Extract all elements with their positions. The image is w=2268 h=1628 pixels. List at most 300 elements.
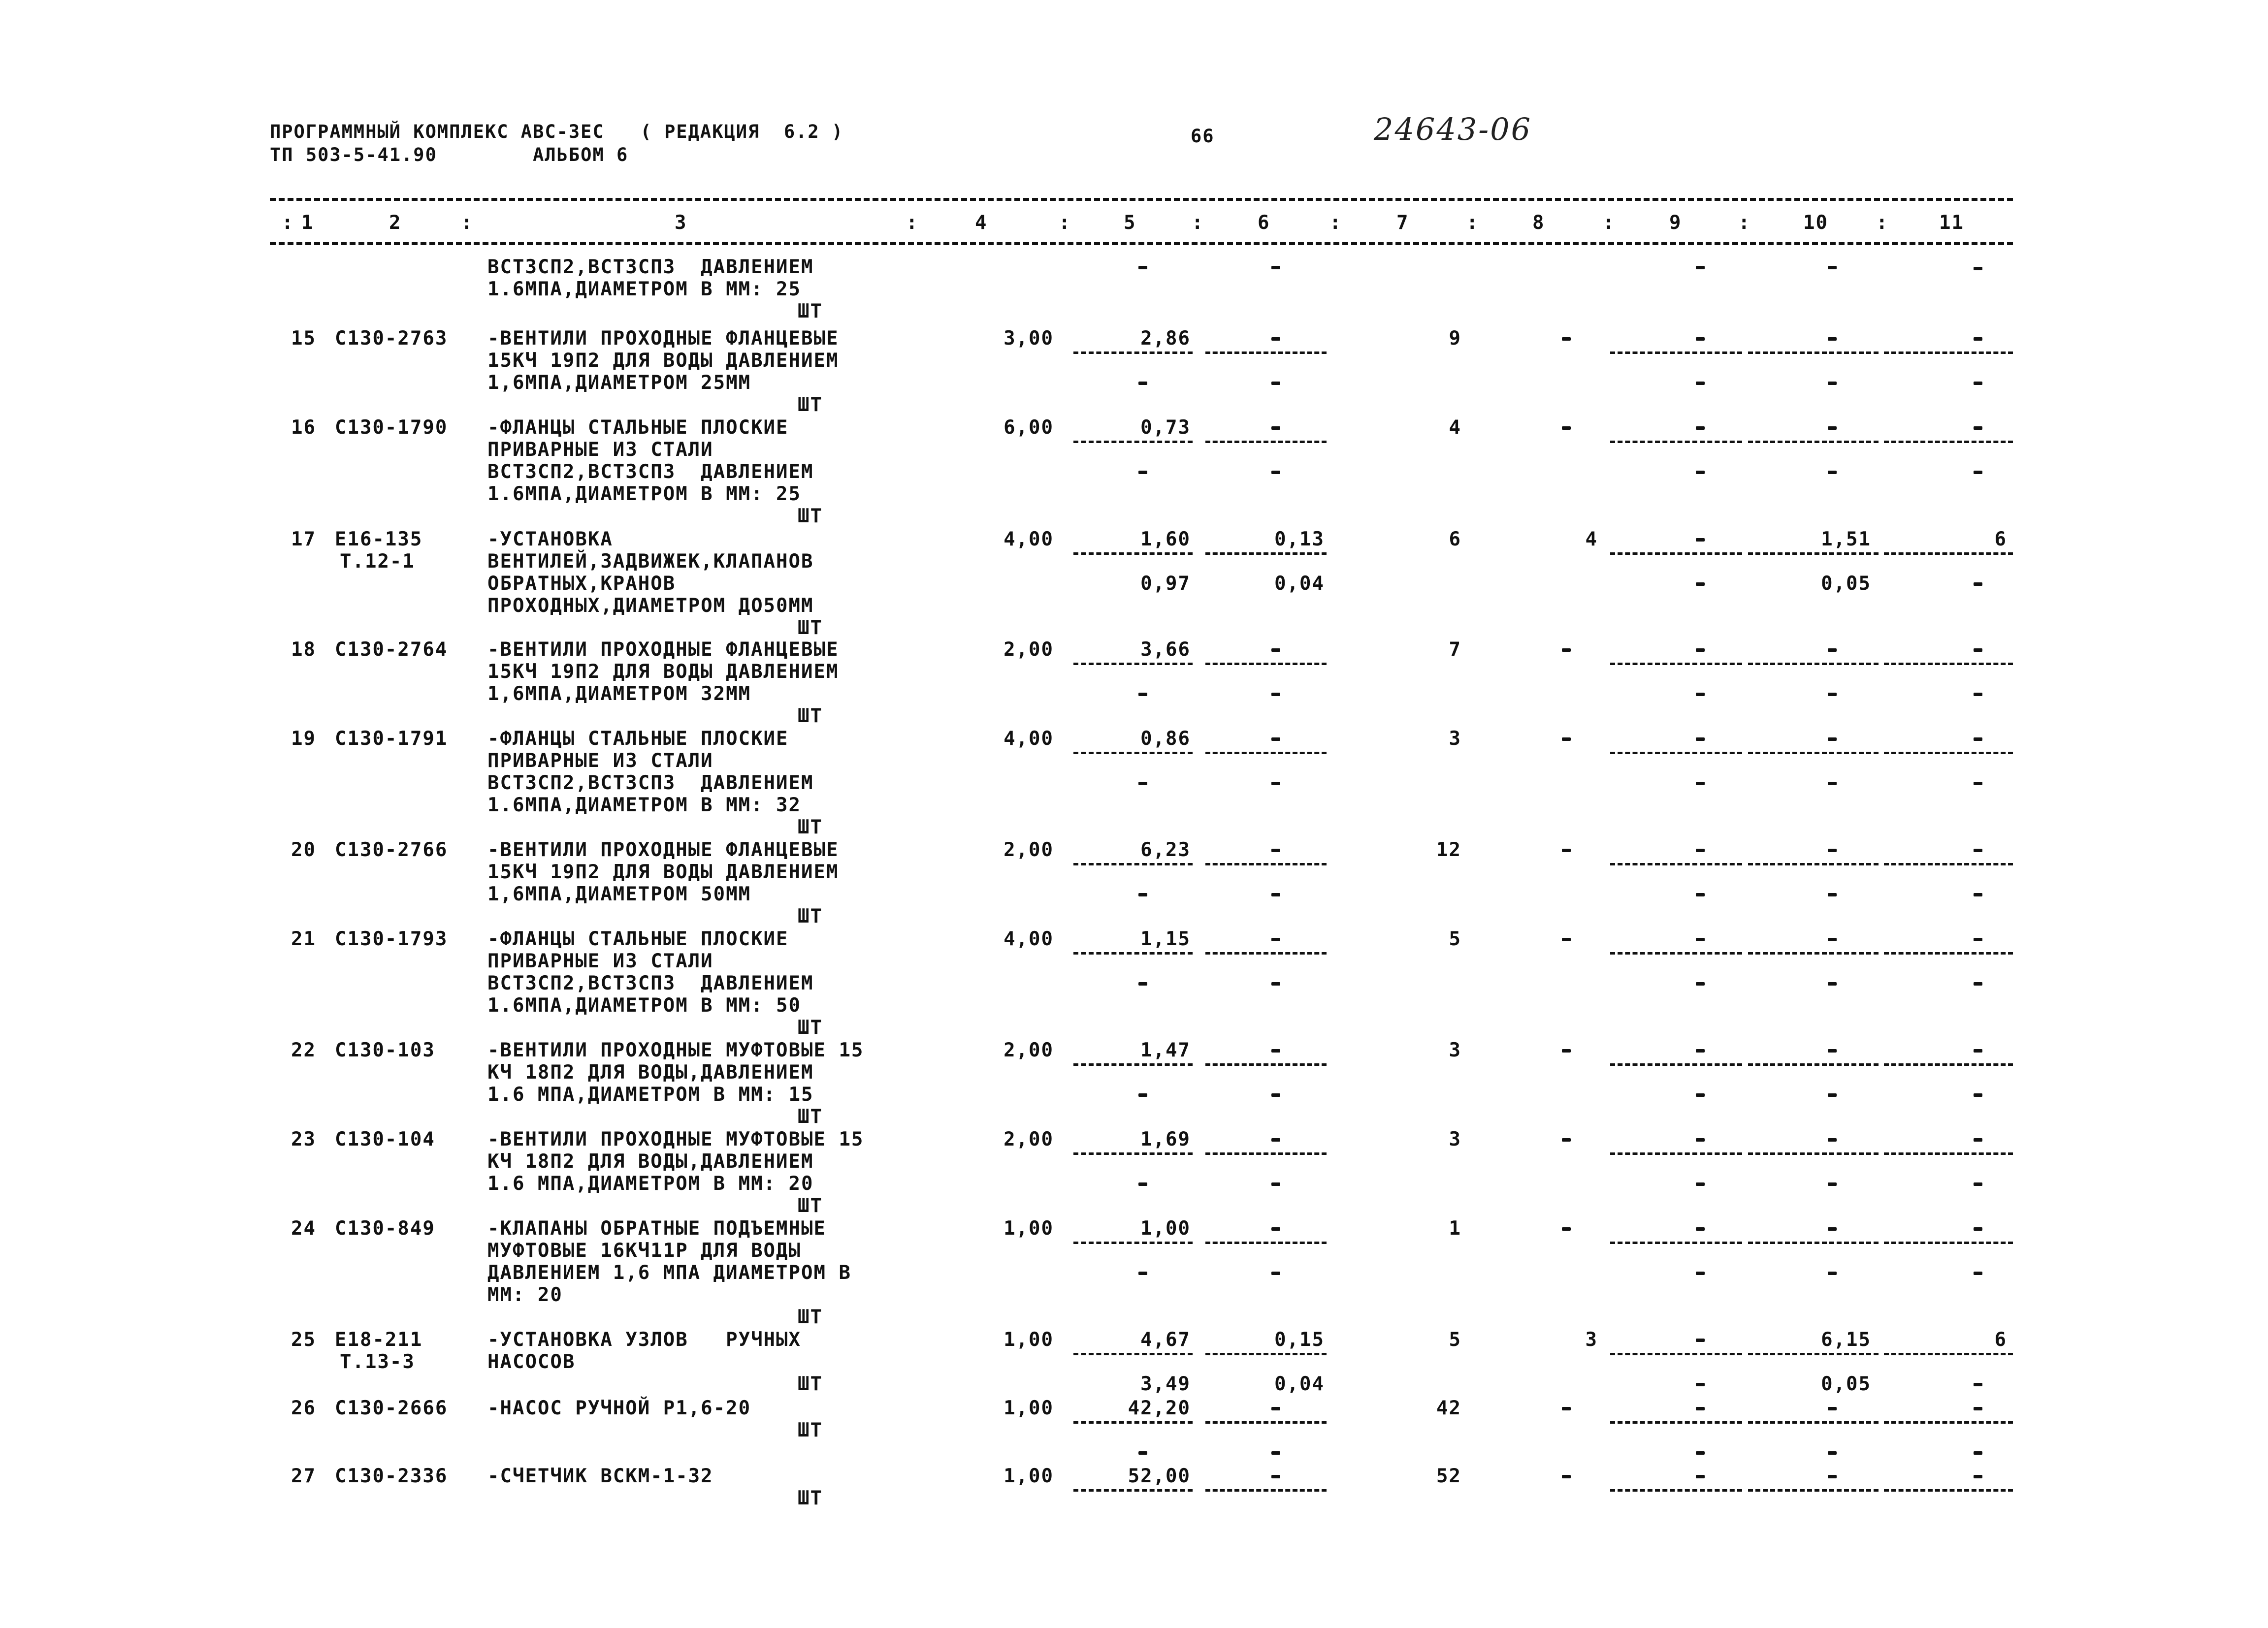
subtotal-separator <box>1748 1421 1879 1424</box>
unit: ШТ <box>798 505 823 527</box>
desc-line: КЧ 18П2 ДЛЯ ВОДЫ,ДАВЛЕНИЕМ <box>487 1150 814 1173</box>
empty-c11 <box>1974 1049 1982 1053</box>
dash-mark <box>1138 266 1147 269</box>
qty: 1,00 <box>1004 1397 1054 1419</box>
qty: 1,00 <box>1004 1217 1054 1240</box>
qty: 4,00 <box>1004 728 1054 750</box>
desc-line: -ФЛАНЦЫ СТАЛЬНЫЕ ПЛОСКИЕ <box>487 416 789 439</box>
empty-c10b <box>1828 693 1837 696</box>
empty-c10 <box>1828 648 1837 652</box>
subtotal-separator <box>1073 1242 1193 1244</box>
subtotal-separator <box>1748 1152 1879 1155</box>
c7: 3 <box>1449 728 1461 750</box>
desc-line: ВСТ3СП2,ВСТ3СП3 ДАВЛЕНИЕМ <box>487 256 814 278</box>
subtotal-separator <box>1884 1063 2013 1066</box>
desc-line: ОБРАТНЫХ,КРАНОВ <box>487 573 676 595</box>
empty-c8 <box>1562 737 1571 741</box>
empty-c10 <box>1828 737 1837 741</box>
desc-line: НАСОСОВ <box>487 1351 576 1373</box>
desc-line: 1,6МПА,ДИАМЕТРОМ 32ММ <box>487 683 751 705</box>
qty: 2,00 <box>1004 1128 1054 1150</box>
subtotal-separator <box>1205 1152 1327 1155</box>
desc-line: -ВЕНТИЛИ ПРОХОДНЫЕ МУФТОВЫЕ 15 <box>487 1128 864 1150</box>
col-4-header: 4 <box>975 212 988 234</box>
empty-c8 <box>1562 1227 1571 1231</box>
subtotal-separator <box>1748 441 1879 443</box>
empty-c10b <box>1828 1451 1837 1455</box>
subtotal-separator <box>1884 663 2013 665</box>
desc-line: ВСТ3СП2,ВСТ3СП3 ДАВЛЕНИЕМ <box>487 772 814 794</box>
program-title: ПРОГРАММНЫЙ КОМПЛЕКС АВС-3ЕС ( РЕДАКЦИЯ 6.2 ) <box>270 121 844 142</box>
empty-c10 <box>1828 938 1837 941</box>
qty: 6,00 <box>1004 416 1054 439</box>
subtotal-separator <box>1884 863 2013 865</box>
c7: 52 <box>1436 1465 1461 1487</box>
subtotal-separator <box>1610 752 1742 754</box>
c6b: 0,04 <box>1274 1373 1325 1395</box>
c5: 1,60 <box>1140 528 1191 550</box>
dash-mark <box>1828 266 1837 269</box>
desc-line: ВЕНТИЛЕЙ,ЗАДВИЖЕК,КЛАПАНОВ <box>487 550 814 573</box>
code: С130-2336 <box>335 1465 448 1487</box>
qty: 2,00 <box>1004 638 1054 661</box>
col-3-header: 3 <box>675 212 687 234</box>
unit: ШТ <box>798 905 823 927</box>
empty-c11 <box>1974 1138 1982 1142</box>
subtotal-separator <box>1073 1489 1193 1492</box>
empty-c10 <box>1828 1049 1837 1053</box>
subtotal-separator <box>1205 663 1327 665</box>
subtotal-separator <box>1073 1421 1193 1424</box>
empty-c6 <box>1271 1475 1280 1478</box>
empty-c11 <box>1974 1407 1982 1410</box>
subtotal-separator <box>1205 552 1327 555</box>
unit: ШТ <box>798 1487 823 1509</box>
desc-line: -ВЕНТИЛИ ПРОХОДНЫЕ ФЛАНЦЕВЫЕ <box>487 327 839 350</box>
empty-c11b <box>1974 1272 1982 1275</box>
num: 22 <box>291 1039 316 1061</box>
subtotal-separator <box>1073 1152 1193 1155</box>
empty-c11 <box>1974 737 1982 741</box>
qty: 3,00 <box>1004 327 1054 350</box>
empty-c10b <box>1828 1182 1837 1186</box>
c10b: 0,05 <box>1821 573 1871 595</box>
subtotal-separator <box>1610 1152 1742 1155</box>
empty-c11b <box>1974 582 1982 586</box>
empty-c6 <box>1271 938 1280 941</box>
empty-c8 <box>1562 1049 1571 1053</box>
unit: ШТ <box>798 617 823 639</box>
empty-c11b <box>1974 1182 1982 1186</box>
code: С130-103 <box>335 1039 435 1061</box>
empty-c5b <box>1138 1093 1147 1097</box>
empty-c6b <box>1271 893 1280 896</box>
subtotal-separator <box>1610 663 1742 665</box>
c5b: 3,49 <box>1140 1373 1191 1395</box>
qty: 4,00 <box>1004 928 1054 950</box>
desc-line: 1.6МПА,ДИАМЕТРОМ В ММ: 25 <box>487 483 801 505</box>
c5: 6,23 <box>1140 839 1191 861</box>
empty-c11b <box>1974 982 1982 986</box>
empty-c9b <box>1696 1182 1705 1186</box>
col-2-header: 2 <box>389 212 402 234</box>
c11: 6 <box>1994 1329 2007 1351</box>
qty: 2,00 <box>1004 1039 1054 1061</box>
empty-c10b <box>1828 1093 1837 1097</box>
col-6-header: 6 <box>1258 212 1270 234</box>
empty-c11b <box>1974 782 1982 785</box>
empty-c11 <box>1974 648 1982 652</box>
code: Е18-211 <box>335 1329 423 1351</box>
subtotal-separator <box>1610 1063 1742 1066</box>
empty-c6 <box>1271 337 1280 341</box>
subtotal-separator <box>1610 1421 1742 1424</box>
empty-c5b <box>1138 693 1147 696</box>
empty-c9 <box>1696 426 1705 430</box>
subtotal-separator <box>1884 1489 2013 1492</box>
subtotal-separator <box>1073 752 1193 754</box>
desc-line: ДАВЛЕНИЕМ 1,6 МПА ДИАМЕТРОМ В <box>487 1262 851 1284</box>
subtotal-separator <box>1205 752 1327 754</box>
unit: ШТ <box>798 705 823 727</box>
c5b: 0,97 <box>1140 573 1191 595</box>
subtotal-separator <box>1748 752 1879 754</box>
empty-c8 <box>1562 648 1571 652</box>
c5: 1,15 <box>1140 928 1191 950</box>
empty-c5b <box>1138 1451 1147 1455</box>
subtotal-separator <box>1610 1242 1742 1244</box>
subtotal-separator <box>1748 351 1879 354</box>
empty-c8 <box>1562 849 1571 852</box>
subtotal-separator <box>1748 1242 1879 1244</box>
c11: 6 <box>1994 528 2007 550</box>
subtotal-separator <box>1884 1152 2013 1155</box>
empty-c9b <box>1696 1272 1705 1275</box>
code: С130-2766 <box>335 839 448 861</box>
subtotal-separator <box>1884 1421 2013 1424</box>
dash-mark <box>1271 266 1280 269</box>
subtotal-separator <box>1073 552 1193 555</box>
code: С130-2763 <box>335 327 448 350</box>
code2: Т.12-1 <box>340 550 415 573</box>
subtotal-separator <box>1073 663 1193 665</box>
empty-c5b <box>1138 782 1147 785</box>
desc-line: 15КЧ 19П2 ДЛЯ ВОДЫ ДАВЛЕНИЕМ <box>487 350 839 372</box>
empty-c9 <box>1696 1475 1705 1478</box>
empty-c6 <box>1271 1227 1280 1231</box>
col-7-header: 7 <box>1396 212 1409 234</box>
empty-c8 <box>1562 938 1571 941</box>
subtotal-separator <box>1073 952 1193 955</box>
unit: ШТ <box>798 300 823 322</box>
page-number: 66 <box>1191 126 1215 147</box>
unit: ШТ <box>798 394 823 416</box>
desc-line: ММ: 20 <box>487 1284 563 1306</box>
subtotal-separator <box>1748 1353 1879 1355</box>
c8: 4 <box>1585 528 1598 550</box>
empty-c11b <box>1974 1451 1982 1455</box>
c5: 1,00 <box>1140 1217 1191 1240</box>
col-1-sep: : <box>282 212 294 234</box>
num: 15 <box>291 327 316 350</box>
unit: ШТ <box>798 1419 823 1441</box>
subtotal-separator <box>1884 952 2013 955</box>
empty-c6b <box>1271 982 1280 986</box>
c10b: 0,05 <box>1821 1373 1871 1395</box>
empty-c9b <box>1696 893 1705 896</box>
num: 17 <box>291 528 316 550</box>
empty-c9 <box>1696 1339 1705 1342</box>
subtotal-separator <box>1205 1353 1327 1355</box>
subtotal-separator <box>1884 752 2013 754</box>
desc-line: -УСТАНОВКА <box>487 528 613 550</box>
subtotal-separator <box>1205 1063 1327 1066</box>
col-9-header: 9 <box>1669 212 1682 234</box>
col-10-header: 10 <box>1803 212 1828 234</box>
empty-c6 <box>1271 1407 1280 1410</box>
qty: 4,00 <box>1004 528 1054 550</box>
desc-line: 1.6МПА,ДИАМЕТРОМ В ММ: 50 <box>487 994 801 1017</box>
c6: 0,13 <box>1274 528 1325 550</box>
empty-c10 <box>1828 1227 1837 1231</box>
empty-c10 <box>1828 1475 1837 1478</box>
subtotal-separator <box>1205 441 1327 443</box>
empty-c6b <box>1271 693 1280 696</box>
empty-c9 <box>1696 337 1705 341</box>
subtotal-separator <box>1610 1489 1742 1492</box>
empty-c9 <box>1696 737 1705 741</box>
empty-c10b <box>1828 782 1837 785</box>
desc-line: 1,6МПА,ДИАМЕТРОМ 50ММ <box>487 883 751 905</box>
empty-c11 <box>1974 938 1982 941</box>
subtotal-separator <box>1073 441 1193 443</box>
desc-line: -УСТАНОВКА УЗЛОВ РУЧНЫХ <box>487 1329 801 1351</box>
empty-c10b <box>1828 1272 1837 1275</box>
empty-c9b <box>1696 471 1705 474</box>
empty-c9 <box>1696 1227 1705 1231</box>
c8: 3 <box>1585 1329 1598 1351</box>
subtotal-separator <box>1205 952 1327 955</box>
empty-c10b <box>1828 471 1837 474</box>
desc-line: ПРИВАРНЫЕ ИЗ СТАЛИ <box>487 439 713 461</box>
empty-c11 <box>1974 1227 1982 1231</box>
col-1-header: 1 <box>301 212 314 234</box>
unit: ШТ <box>798 816 823 838</box>
desc-line: 1.6МПА,ДИАМЕТРОМ В ММ: 25 <box>487 278 801 300</box>
subtotal-separator <box>1610 552 1742 555</box>
unit: ШТ <box>798 1373 823 1395</box>
code: Е16-135 <box>335 528 423 550</box>
desc-line: 1.6 МПА,ДИАМЕТРОМ В ММ: 20 <box>487 1173 814 1195</box>
empty-c10b <box>1828 382 1837 385</box>
desc-line: ПРИВАРНЫЕ ИЗ СТАЛИ <box>487 950 713 972</box>
subtotal-separator <box>1205 1242 1327 1244</box>
unit: ШТ <box>798 1195 823 1217</box>
empty-c6b <box>1271 1093 1280 1097</box>
doc-number-handwritten: 24643-06 <box>1374 111 1532 147</box>
code: С130-1793 <box>335 928 448 950</box>
col-11-header: 11 <box>1939 212 1964 234</box>
c5: 52,00 <box>1128 1465 1191 1487</box>
qty: 1,00 <box>1004 1465 1054 1487</box>
c5: 0,86 <box>1140 728 1191 750</box>
desc-line: 1.6 МПА,ДИАМЕТРОМ В ММ: 15 <box>487 1084 814 1106</box>
c5: 42,20 <box>1128 1397 1191 1419</box>
c10: 6,15 <box>1821 1329 1871 1351</box>
c5: 3,66 <box>1140 638 1191 661</box>
c7: 9 <box>1449 327 1461 350</box>
subtotal-separator <box>1610 863 1742 865</box>
c5: 2,86 <box>1140 327 1191 350</box>
subtotal-separator <box>1884 441 2013 443</box>
empty-c5b <box>1138 1272 1147 1275</box>
empty-c9b <box>1696 582 1705 586</box>
subtotal-separator <box>1884 552 2013 555</box>
col-5-header: 5 <box>1124 212 1136 234</box>
empty-c6b <box>1271 1451 1280 1455</box>
desc-line: -СЧЕТЧИК ВСКМ-1-32 <box>487 1465 713 1487</box>
subtotal-separator <box>1073 863 1193 865</box>
desc-line: -ВЕНТИЛИ ПРОХОДНЫЕ МУФТОВЫЕ 15 <box>487 1039 864 1061</box>
empty-c6b <box>1271 382 1280 385</box>
subtotal-separator <box>1610 1353 1742 1355</box>
c7: 1 <box>1449 1217 1461 1240</box>
desc-line: 15КЧ 19П2 ДЛЯ ВОДЫ ДАВЛЕНИЕМ <box>487 861 839 883</box>
num: 18 <box>291 638 316 661</box>
desc-line: 15КЧ 19П2 ДЛЯ ВОДЫ ДАВЛЕНИЕМ <box>487 661 839 683</box>
empty-c11 <box>1974 849 1982 852</box>
subtotal-separator <box>1610 351 1742 354</box>
desc-line: -НАСОС РУЧНОЙ Р1,6-20 <box>487 1397 751 1419</box>
subtotal-separator <box>1748 552 1879 555</box>
subtotal-separator <box>1205 351 1327 354</box>
subtotal-separator <box>1610 952 1742 955</box>
num: 20 <box>291 839 316 861</box>
c10: 1,51 <box>1821 528 1871 550</box>
empty-c6b <box>1271 1182 1280 1186</box>
dash-mark <box>1696 266 1705 269</box>
desc-line: ПРОХОДНЫХ,ДИАМЕТРОМ ДО50ММ <box>487 595 814 617</box>
empty-c11 <box>1974 1475 1982 1478</box>
num: 25 <box>291 1329 316 1351</box>
empty-c10 <box>1828 1407 1837 1410</box>
desc-line: МУФТОВЫЕ 16КЧ11Р ДЛЯ ВОДЫ <box>487 1240 801 1262</box>
empty-c10 <box>1828 426 1837 430</box>
empty-c5b <box>1138 1182 1147 1186</box>
c6: 0,15 <box>1274 1329 1325 1351</box>
empty-c6 <box>1271 1138 1280 1142</box>
num: 21 <box>291 928 316 950</box>
empty-c9b <box>1696 693 1705 696</box>
subtotal-separator <box>1073 351 1193 354</box>
c7: 3 <box>1449 1039 1461 1061</box>
num: 16 <box>291 416 316 439</box>
empty-c11b <box>1974 1093 1982 1097</box>
c7: 12 <box>1436 839 1461 861</box>
empty-c8 <box>1562 337 1571 341</box>
c7: 4 <box>1449 416 1461 439</box>
empty-c11 <box>1974 426 1982 430</box>
subtotal-separator <box>1205 1489 1327 1492</box>
subtotal-separator <box>1884 1242 2013 1244</box>
c5: 1,69 <box>1140 1128 1191 1150</box>
c5: 0,73 <box>1140 416 1191 439</box>
qty: 1,00 <box>1004 1329 1054 1351</box>
empty-c10 <box>1828 1138 1837 1142</box>
desc-line: ВСТ3СП2,ВСТ3СП3 ДАВЛЕНИЕМ <box>487 461 814 483</box>
desc-line: -ФЛАНЦЫ СТАЛЬНЫЕ ПЛОСКИЕ <box>487 928 789 950</box>
empty-c9 <box>1696 538 1705 542</box>
empty-c11b <box>1974 893 1982 896</box>
empty-c9b <box>1696 782 1705 785</box>
empty-c11b <box>1974 382 1982 385</box>
empty-c11b <box>1974 693 1982 696</box>
desc-line: КЧ 18П2 ДЛЯ ВОДЫ,ДАВЛЕНИЕМ <box>487 1061 814 1084</box>
num: 23 <box>291 1128 316 1150</box>
empty-c11b <box>1974 471 1982 474</box>
c7: 5 <box>1449 1329 1461 1351</box>
empty-c11b <box>1974 1383 1982 1386</box>
empty-c6b <box>1271 782 1280 785</box>
empty-c10 <box>1828 337 1837 341</box>
c5: 4,67 <box>1140 1329 1191 1351</box>
subtotal-separator <box>1748 663 1879 665</box>
code: С130-1790 <box>335 416 448 439</box>
dash-mark <box>1974 267 1982 270</box>
empty-c6 <box>1271 737 1280 741</box>
empty-c6b <box>1271 1272 1280 1275</box>
qty: 2,00 <box>1004 839 1054 861</box>
num: 19 <box>291 728 316 750</box>
empty-c9b <box>1696 1451 1705 1455</box>
empty-c11 <box>1974 337 1982 341</box>
desc-line: 1,6МПА,ДИАМЕТРОМ 25ММ <box>487 372 751 394</box>
code: С130-2764 <box>335 638 448 661</box>
num: 27 <box>291 1465 316 1487</box>
empty-c9b <box>1696 1383 1705 1386</box>
top-rule <box>270 198 2013 201</box>
subtotal-separator <box>1748 863 1879 865</box>
subtotal-separator <box>1884 351 2013 354</box>
code: С130-849 <box>335 1217 435 1240</box>
desc-line: -ВЕНТИЛИ ПРОХОДНЫЕ ФЛАНЦЕВЫЕ <box>487 638 839 661</box>
empty-c9 <box>1696 849 1705 852</box>
empty-c9 <box>1696 1407 1705 1410</box>
unit: ШТ <box>798 1106 823 1128</box>
empty-c5b <box>1138 471 1147 474</box>
empty-c9b <box>1696 1093 1705 1097</box>
empty-c10 <box>1828 849 1837 852</box>
col-8-header: 8 <box>1532 212 1545 234</box>
empty-c9 <box>1696 938 1705 941</box>
c7: 42 <box>1436 1397 1461 1419</box>
empty-c8 <box>1562 1138 1571 1142</box>
empty-c5b <box>1138 893 1147 896</box>
empty-c9 <box>1696 648 1705 652</box>
empty-c8 <box>1562 1407 1571 1410</box>
code: С130-1791 <box>335 728 448 750</box>
subtotal-separator <box>1748 952 1879 955</box>
unit: ШТ <box>798 1017 823 1039</box>
desc-line: ВСТ3СП2,ВСТ3СП3 ДАВЛЕНИЕМ <box>487 972 814 994</box>
subtotal-separator <box>1610 441 1742 443</box>
empty-c10b <box>1828 982 1837 986</box>
project-title: ТП 503-5-41.90 АЛЬБОМ 6 <box>270 144 629 165</box>
subtotal-separator <box>1073 1353 1193 1355</box>
subtotal-separator <box>1748 1489 1879 1492</box>
subtotal-separator <box>1884 1353 2013 1355</box>
empty-c10b <box>1828 893 1837 896</box>
